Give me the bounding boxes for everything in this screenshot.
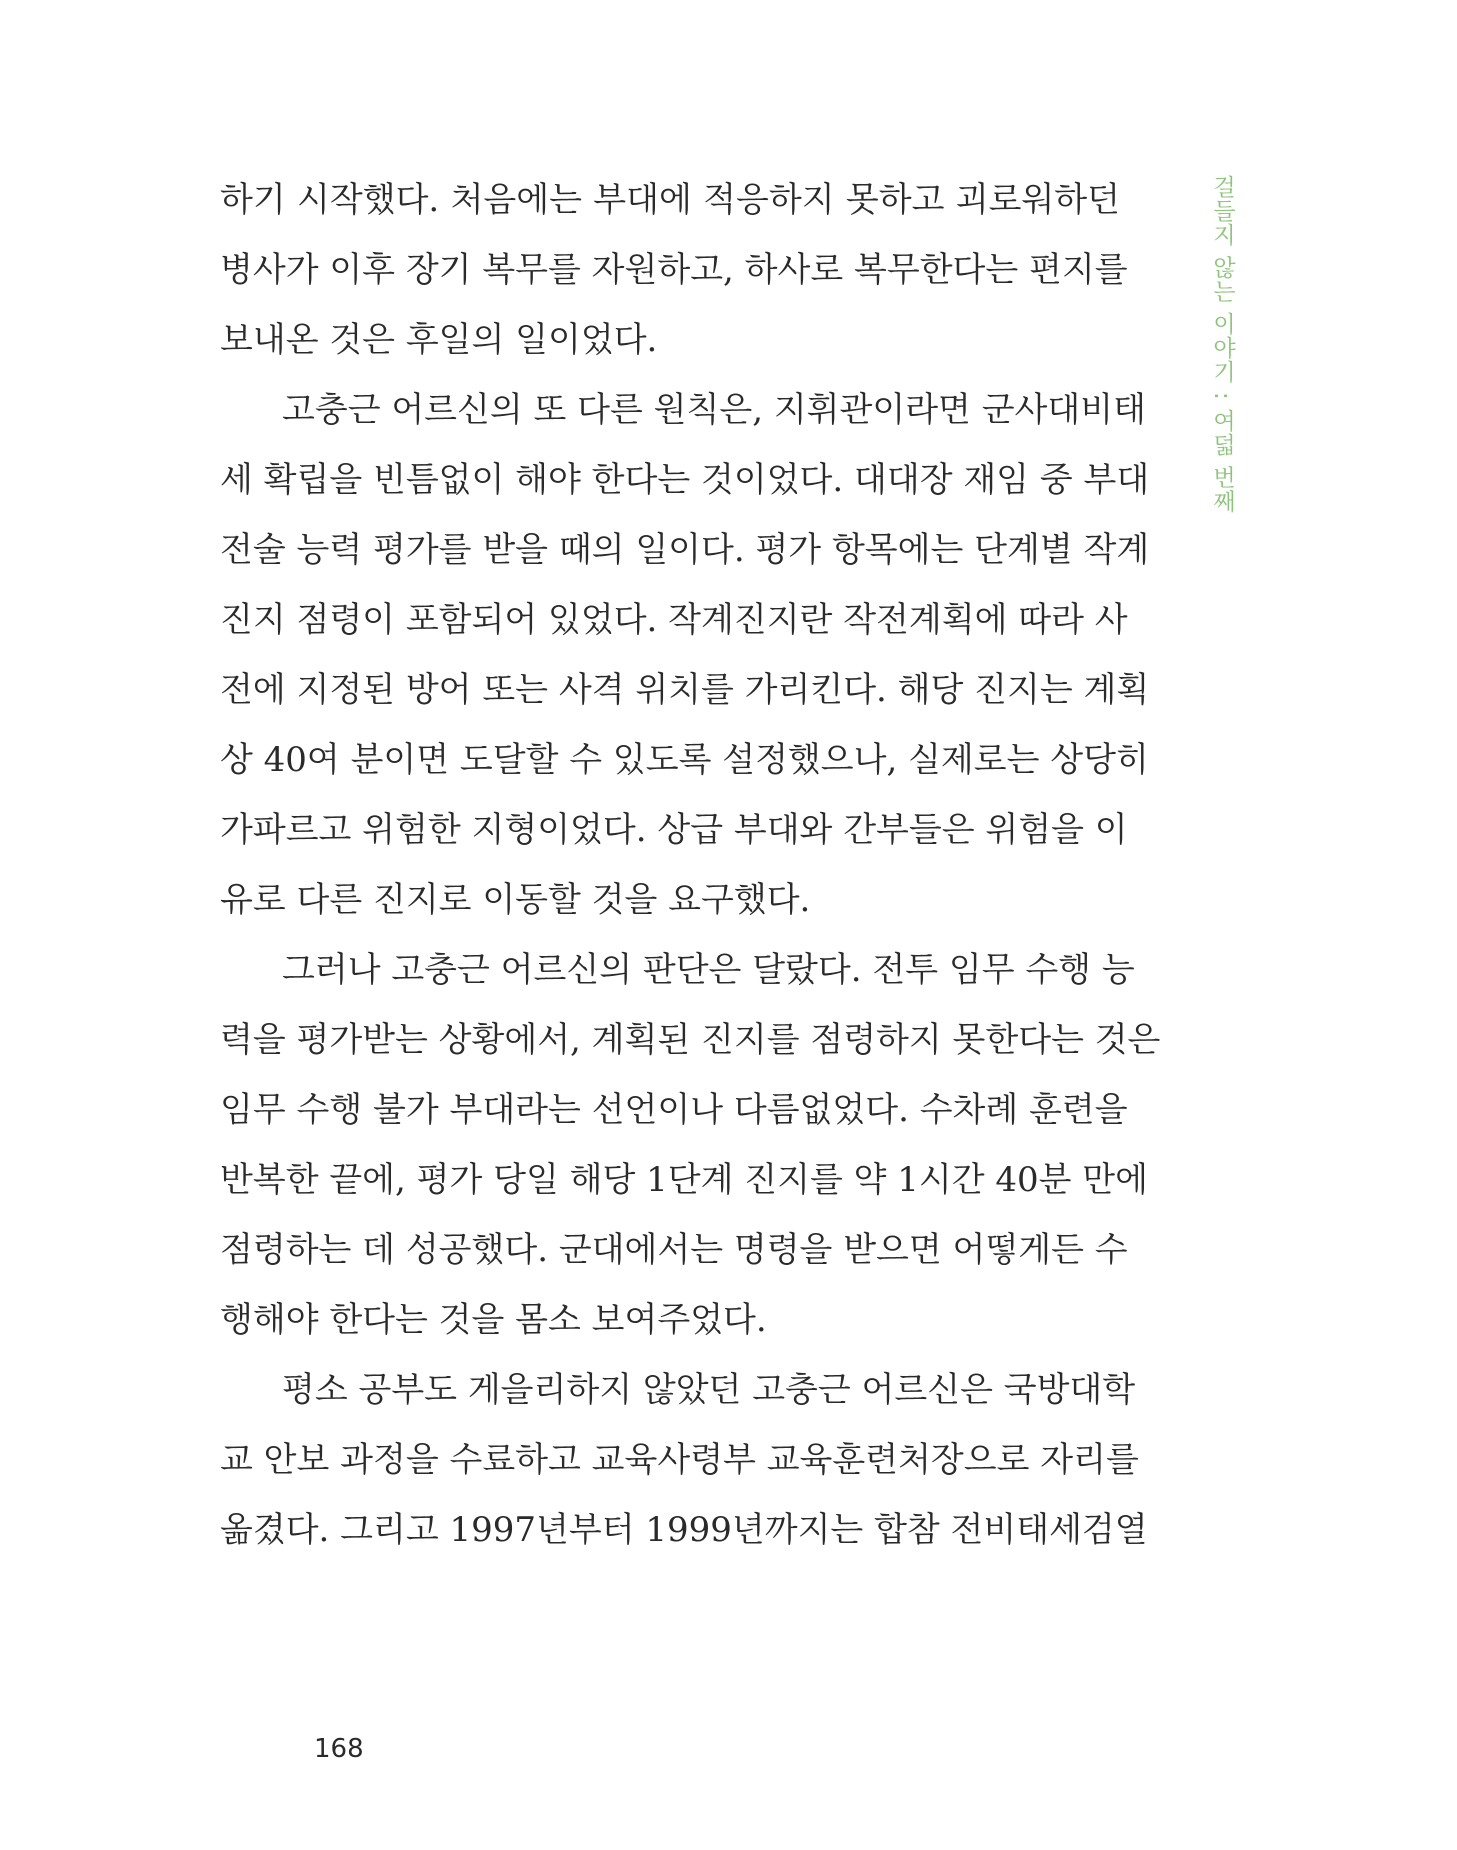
paragraph xyxy=(220,165,1128,375)
text-line: 하기 시작했다. 처음에는 부대에 적응하지 못하고 괴로워하던 xyxy=(220,180,1120,220)
page-number: 168 xyxy=(314,1734,364,1764)
text-line: 평소 공부도 게을리하지 않았던 고충근 어르신은 국방대학 xyxy=(282,1370,1136,1410)
text-line: 옮겼다. 그리고 1997년부터 1999년까지는 합참 전비태세검열 xyxy=(220,1510,1148,1550)
paragraph xyxy=(220,375,1150,935)
paragraph xyxy=(220,1355,1148,1565)
text-line: 전에 지정된 방어 또는 사격 위치를 가리킨다. 해당 진지는 계획 xyxy=(220,670,1150,710)
text-line: 유로 다른 진지로 이동할 것을 요구했다. xyxy=(220,880,811,920)
paragraph xyxy=(220,935,1161,1355)
running-head: 걸들지 않는 이야기 : 여덟 번째 xyxy=(1209,175,1235,514)
text-line: 교 안보 과정을 수료하고 교육사령부 교육훈련처장으로 자리를 xyxy=(220,1440,1139,1480)
text-line: 보내온 것은 후일의 일이었다. xyxy=(220,320,658,360)
text-line: 반복한 끝에, 평가 당일 해당 1단계 진지를 약 1시간 40분 만에 xyxy=(220,1160,1148,1200)
text-line: 임무 수행 불가 부대라는 선언이나 다름없었다. 수차례 훈련을 xyxy=(220,1090,1128,1130)
text-line: 행해야 한다는 것을 몸소 보여주었다. xyxy=(220,1300,767,1340)
text-line: 고충근 어르신의 또 다른 원칙은, 지휘관이라면 군사대비태 xyxy=(282,390,1146,430)
text-line: 진지 점령이 포함되어 있었다. 작계진지란 작전계획에 따라 사 xyxy=(220,600,1128,640)
text-line: 전술 능력 평가를 받을 때의 일이다. 평가 항목에는 단계별 작계 xyxy=(220,530,1150,570)
text-line: 세 확립을 빈틈없이 해야 한다는 것이었다. 대대장 재임 중 부대 xyxy=(220,460,1150,500)
text-line: 력을 평가받는 상황에서, 계획된 진지를 점령하지 못한다는 것은 xyxy=(220,1020,1161,1060)
body-text xyxy=(220,165,1161,1565)
text-line: 상 40여 분이면 도달할 수 있도록 설정했으나, 실제로는 상당히 xyxy=(220,740,1149,780)
text-line: 그러나 고충근 어르신의 판단은 달랐다. 전투 임무 수행 능 xyxy=(282,950,1135,990)
text-line: 가파르고 위험한 지형이었다. 상급 부대와 간부들은 위험을 이 xyxy=(220,810,1128,850)
text-line: 병사가 이후 장기 복무를 자원하고, 하사로 복무한다는 편지를 xyxy=(220,250,1128,290)
text-line: 점령하는 데 성공했다. 군대에서는 명령을 받으면 어떻게든 수 xyxy=(220,1230,1128,1270)
